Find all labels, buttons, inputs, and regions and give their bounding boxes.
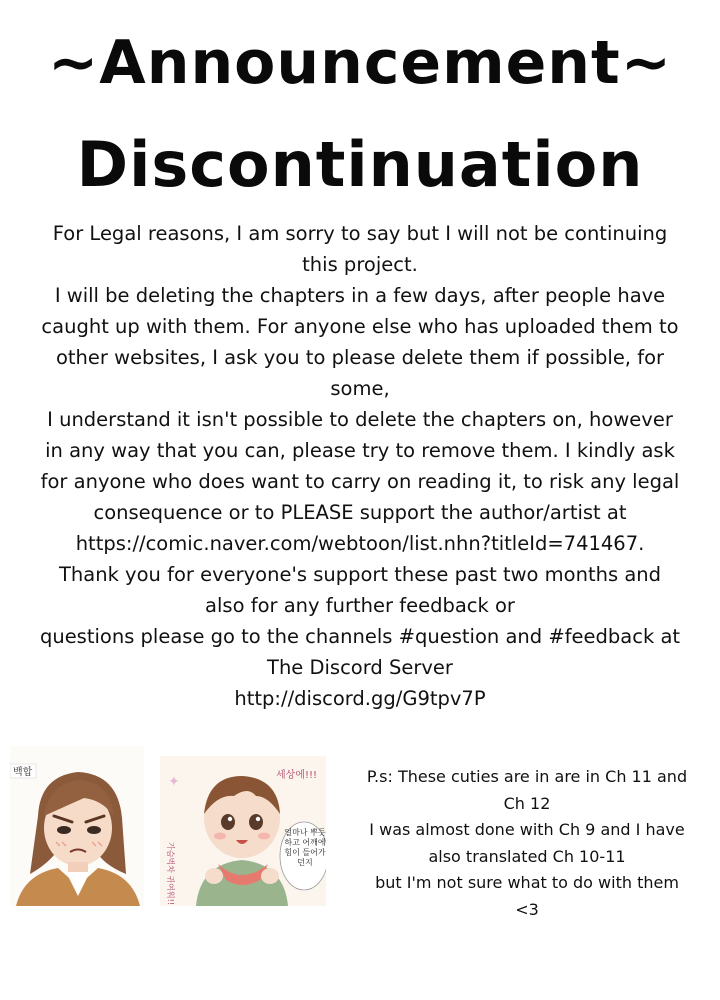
announcement-title: ~Announcement~	[48, 28, 672, 98]
body-line: questions please go to the channels #question and #feedback at	[39, 625, 681, 648]
discord-link: http://discord.gg/G9tpv7P	[234, 687, 486, 710]
body-line: for anyone who does want to carry on reading it, to risk any legal	[40, 470, 680, 493]
ps-line: Ch 12	[503, 793, 551, 813]
ps-line: but I'm not sure what to do with them	[375, 873, 679, 892]
body-line: I will be deleting the chapters in a few days, after people have	[54, 284, 666, 307]
author-link: https://comic.naver.com/webtoon/list.nhn?titleId=741467.	[75, 532, 645, 555]
speech-bubble-text: 얼마나 뿌듯하고 어깨에 힘이 들어가던지	[284, 828, 326, 867]
body-line: The Discord Server	[267, 656, 453, 679]
body-line: caught up with them. For anyone else who has uploaded them to	[41, 315, 679, 338]
name-tag: 백합	[13, 767, 33, 778]
ps-line: P.s: These cuties are in are in Ch 11 and	[366, 767, 688, 786]
ps-line: I was almost done with Ch 9 and I have	[369, 820, 685, 839]
body-line: some,	[330, 377, 390, 400]
body-line: I understand it isn't possible to delete the chapters on, however	[47, 408, 673, 431]
body-line: this project.	[302, 253, 418, 276]
illustration-baby	[160, 756, 326, 906]
postscript	[336, 764, 718, 923]
body-line: in any way that you can, please try to remove them. I kindly ask	[45, 439, 675, 462]
body-line: also for any further feedback or	[205, 594, 515, 617]
illustration-woman	[10, 746, 144, 906]
body-line: consequence or to PLEASE support the author/artist at	[93, 501, 627, 524]
body-line: other websites, I ask you to please delete them if possible, for	[55, 346, 665, 369]
cute-side-text: 가슴벅차 귀여워!!	[166, 842, 175, 906]
body-line: For Legal reasons, I am sorry to say but I will not be continuing	[52, 222, 668, 245]
body-line: Thank you for everyone's support these past two months and	[58, 563, 661, 586]
discontinuation-title: Discontinuation	[76, 128, 644, 201]
announcement-body	[8, 218, 712, 714]
svg-text:✦: ✦	[168, 774, 180, 790]
exclamation-bubble: 세상에!!!	[276, 770, 318, 781]
baby-drawing	[160, 756, 326, 906]
ps-line: <3	[515, 899, 539, 919]
ps-line: also translated Ch 10-11	[428, 846, 626, 866]
woman-drawing	[10, 746, 144, 906]
